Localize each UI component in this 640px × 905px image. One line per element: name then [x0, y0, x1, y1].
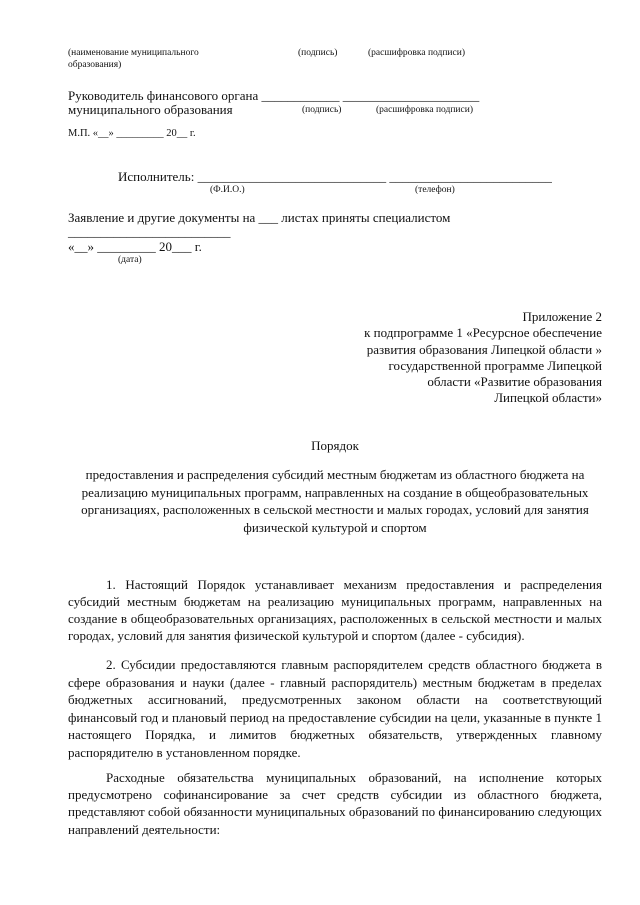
- paragraph-1: 1. Настоящий Порядок устанавливает механизм предоставления и распределения субсидий местным бюджетам на реализацию муниципальных программ, направленных на создание в общеобразовательных организациях, расположенных в сельской местности и малых городах, условий для занятия физической культурой и спортом (далее - субсидия).: [68, 577, 602, 643]
- accepted-line-1: Заявление и другие документы на ___ листах приняты специалистом: [68, 210, 451, 225]
- head-line-2: муниципального образования: [68, 102, 233, 117]
- appendix-line-4: государственной программе Липецкой: [388, 357, 602, 373]
- decoding-caption-top: (расшифровка подписи): [368, 48, 465, 58]
- signature-caption: (подпись): [302, 105, 342, 115]
- appendix-header: [330, 309, 602, 407]
- signature-caption-top: (подпись): [298, 48, 338, 58]
- appendix-line-5: области «Развитие образования: [427, 374, 602, 390]
- fio-caption: (Ф.И.О.): [210, 185, 245, 195]
- municipality-caption-2: образования): [68, 60, 122, 70]
- executor-line: Исполнитель: _____________________________ _________________________: [118, 169, 552, 184]
- appendix-line-6: Липецкой области»: [494, 390, 602, 406]
- appendix-line-1: Приложение 2: [522, 309, 602, 324]
- head-line-1: Руководитель финансового органа ____________ _____________________: [68, 88, 480, 103]
- phone-caption: (телефон): [415, 185, 455, 195]
- document-subtitle: предоставления и распределения субсидий местным бюджетам из областного бюджета на реализацию муниципальных программ, направленных на создание в общеобразовательных организациях, расположенных в сельской местности и малых городах, условий для занятия физической культурой и спортом: [81, 467, 589, 535]
- document-heading: Порядок: [311, 438, 359, 453]
- date-caption: (дата): [118, 255, 142, 265]
- decoding-caption: (расшифровка подписи): [376, 105, 473, 115]
- paragraph-3: Расходные обязательства муниципальных образований, на исполнение которых предусмотрено софинансирование за счет средств субсидии из областного бюджета, представляют собой обязанности муниципальных образований по финансированию следующих направлений деятельности:: [68, 770, 602, 837]
- stamp-line: М.П. «__» _________ 20__ г.: [68, 128, 196, 139]
- accepted-line-2: _________________________: [68, 224, 231, 239]
- appendix-line-3: развития образования Липецкой области »: [366, 341, 602, 357]
- municipality-caption-1: (наименование муниципального: [68, 48, 199, 58]
- paragraph-2: 2. Субсидии предоставляются главным распорядителем средств областного бюджета в сфере образования и науки (далее - главный распорядитель) местным бюджетам в пределах бюджетных ассигнований, предусмотренных законом области на соответствующий финансовый год и плановый период на предоставление субсидии на цели, указанные в пункте 1 настоящего Порядка, и лимитов бюджетных обязательств, утвержденных главному распорядителю в установленном порядке.: [68, 657, 602, 760]
- date-line: «__» _________ 20___ г.: [68, 239, 202, 254]
- appendix-line-2: к подпрограмме 1 «Ресурсное обеспечение: [364, 325, 602, 341]
